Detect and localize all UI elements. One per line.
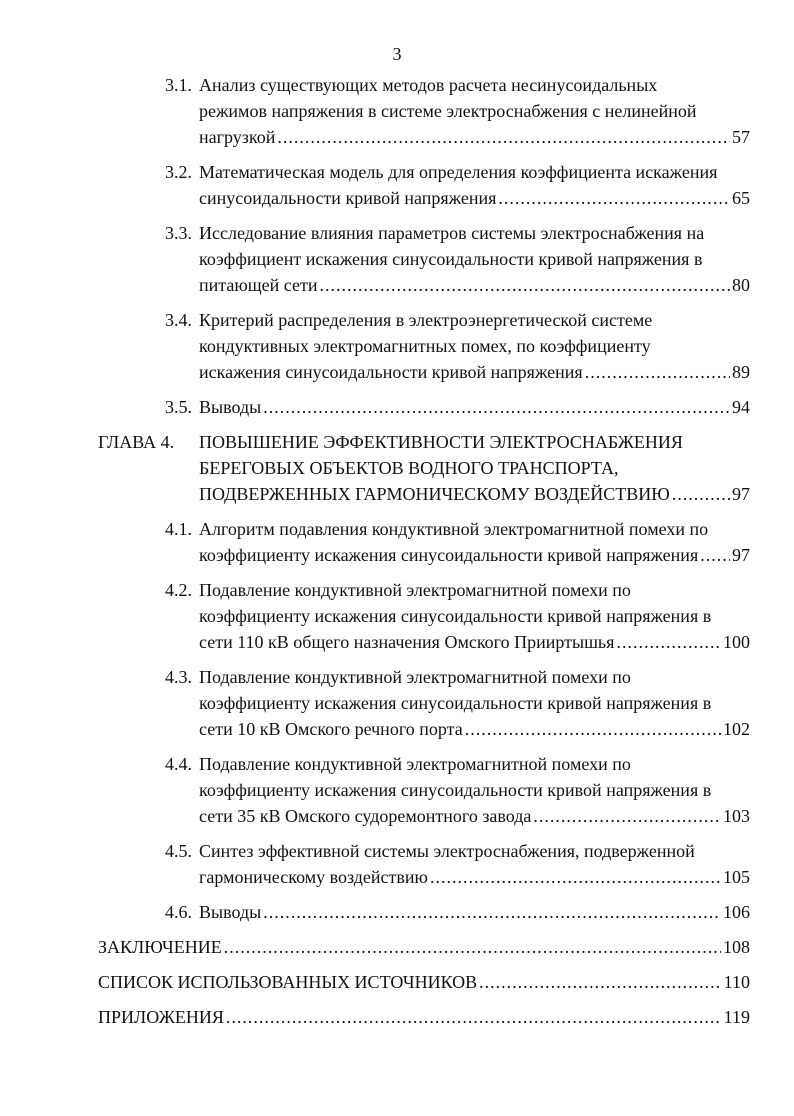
toc-entry-number: 4.4. <box>165 754 192 774</box>
toc-page-number: 110 <box>723 972 750 992</box>
toc-page-number: 97 <box>732 484 750 504</box>
toc-entry-number: ГЛАВА 4. <box>98 432 175 452</box>
toc-page-number: 102 <box>723 719 750 739</box>
toc-page-number: 103 <box>723 806 750 826</box>
toc-page-number: 57 <box>732 127 750 147</box>
toc-entry-title-line: Подавление кондуктивной электромагнитной помехи по <box>199 580 631 600</box>
toc-entry-title-line: Подавление кондуктивной электромагнитной помехи по <box>199 667 631 687</box>
toc-entry-title-line: нагрузкой <box>199 127 276 147</box>
toc-entry-3-5[interactable] <box>0 394 794 420</box>
toc-page-number: 119 <box>723 1007 750 1027</box>
toc-entry-3-4[interactable] <box>0 307 794 385</box>
toc-entry-number: 3.4. <box>165 310 192 330</box>
toc-entry-title-line: сети 10 кВ Омского речного порта <box>199 719 463 739</box>
page-number: 3 <box>392 44 402 64</box>
table-of-contents <box>0 72 794 1030</box>
toc-page-number: 108 <box>723 937 750 957</box>
dot-leader <box>700 542 730 568</box>
toc-entry-title-line: СПИСОК ИСПОЛЬЗОВАННЫХ ИСТОЧНИКОВ <box>98 972 478 992</box>
toc-entry-number: 4.3. <box>165 667 192 687</box>
toc-entry-title-line: Алгоритм подавления кондуктивной электромагнитной помехи по <box>199 519 709 539</box>
toc-entry-title-line: коэффициенту искажения синусоидальности кривой напряжения в <box>199 780 712 800</box>
toc-entry-title-line: Подавление кондуктивной электромагнитной помехи по <box>199 754 631 774</box>
toc-entry-title-line: ПРИЛОЖЕНИЯ <box>98 1007 224 1027</box>
dot-leader <box>672 481 730 507</box>
dot-leader <box>479 969 722 995</box>
toc-entry-title-line: синусоидальности кривой напряжения <box>199 188 497 208</box>
toc-entry-title-line: кондуктивных электромагнитных помех, по коэффициенту <box>199 336 651 356</box>
toc-page-number: 100 <box>723 632 750 652</box>
toc-entry-references[interactable] <box>0 969 794 995</box>
toc-entry-number: 3.3. <box>165 223 192 243</box>
dot-leader <box>616 629 721 655</box>
toc-entry-4-5[interactable] <box>0 838 794 890</box>
dot-leader <box>430 864 721 890</box>
toc-page-number: 105 <box>723 867 750 887</box>
toc-entry-title-line: коэффициент искажения синусоидальности кривой напряжения в <box>199 249 703 269</box>
toc-entry-title-line: ЗАКЛЮЧЕНИЕ <box>98 937 222 957</box>
toc-entry-title-line: режимов напряжения в системе электроснабжения с нелинейной <box>199 101 697 121</box>
toc-entry-title-line: коэффициенту искажения синусоидальности кривой напряжения в <box>199 693 712 713</box>
dot-leader <box>585 359 730 385</box>
toc-page-number: 65 <box>732 188 750 208</box>
toc-entry-number: 4.6. <box>165 902 192 922</box>
dot-leader <box>465 716 721 742</box>
toc-entry-chapter-4[interactable] <box>0 429 794 507</box>
toc-entry-title-line: ПОВЫШЕНИЕ ЭФФЕКТИВНОСТИ ЭЛЕКТРОСНАБЖЕНИЯ <box>199 432 683 452</box>
toc-entry-title-line: сети 110 кВ общего назначения Омского Прииртышья <box>199 632 615 652</box>
dot-leader <box>263 899 721 925</box>
toc-page-number: 106 <box>723 902 750 922</box>
toc-entry-title-line: Анализ существующих методов расчета несинусоидальных <box>199 75 658 95</box>
toc-entry-3-2[interactable] <box>0 159 794 211</box>
dot-leader <box>263 394 730 420</box>
toc-entry-title-line: Критерий распределения в электроэнергетической системе <box>199 310 653 330</box>
dot-leader <box>277 124 730 150</box>
toc-entry-title-line: искажения синусоидальности кривой напряжения <box>199 362 583 382</box>
dot-leader <box>226 1004 722 1030</box>
toc-entry-number: 4.1. <box>165 519 192 539</box>
toc-entry-number: 3.2. <box>165 162 192 182</box>
toc-entry-number: 3.5. <box>165 397 192 417</box>
toc-entry-title-line: питающей сети <box>199 275 318 295</box>
toc-entry-title-line: Математическая модель для определения коэффициента искажения <box>199 162 718 182</box>
toc-page-number: 89 <box>732 362 750 382</box>
toc-entry-title-line: гармоническому воздействию <box>199 867 428 887</box>
toc-page-number: 80 <box>732 275 750 295</box>
toc-entry-title-line: коэффициенту искажения синусоидальности кривой напряжения в <box>199 606 712 626</box>
toc-entry-title-line: Исследование влияния параметров системы электроснабжения на <box>199 223 705 243</box>
toc-entry-number: 3.1. <box>165 75 192 95</box>
toc-entry-title-line: БЕРЕГОВЫХ ОБЪЕКТОВ ВОДНОГО ТРАНСПОРТА, <box>199 458 619 478</box>
toc-page-number: 94 <box>732 397 750 417</box>
toc-entry-title-line: Выводы <box>199 397 262 417</box>
toc-entry-title-line: Синтез эффективной системы электроснабжения, подверженной <box>199 841 695 861</box>
toc-entry-title-line: ПОДВЕРЖЕННЫХ ГАРМОНИЧЕСКОМУ ВОЗДЕЙСТВИЮ <box>199 484 670 504</box>
toc-entry-3-3[interactable] <box>0 220 794 298</box>
toc-entry-number: 4.5. <box>165 841 192 861</box>
dot-leader <box>498 185 730 211</box>
toc-entry-title-line: сети 35 кВ Омского судоремонтного завода <box>199 806 532 826</box>
toc-entry-number: 4.2. <box>165 580 192 600</box>
dot-leader <box>224 934 721 960</box>
toc-entry-4-6[interactable] <box>0 899 794 925</box>
toc-entry-4-3[interactable] <box>0 664 794 742</box>
toc-entry-4-4[interactable] <box>0 751 794 829</box>
dot-leader <box>319 272 730 298</box>
toc-entry-conclusion[interactable] <box>0 934 794 960</box>
toc-page-number: 97 <box>732 545 750 565</box>
toc-entry-3-1[interactable] <box>0 72 794 150</box>
toc-entry-4-1[interactable] <box>0 516 794 568</box>
dot-leader <box>533 803 721 829</box>
toc-entry-4-2[interactable] <box>0 577 794 655</box>
toc-entry-title-line: коэффициенту искажения синусоидальности кривой напряжения <box>199 545 699 565</box>
toc-entry-appendices[interactable] <box>0 1004 794 1030</box>
toc-entry-title-line: Выводы <box>199 902 262 922</box>
